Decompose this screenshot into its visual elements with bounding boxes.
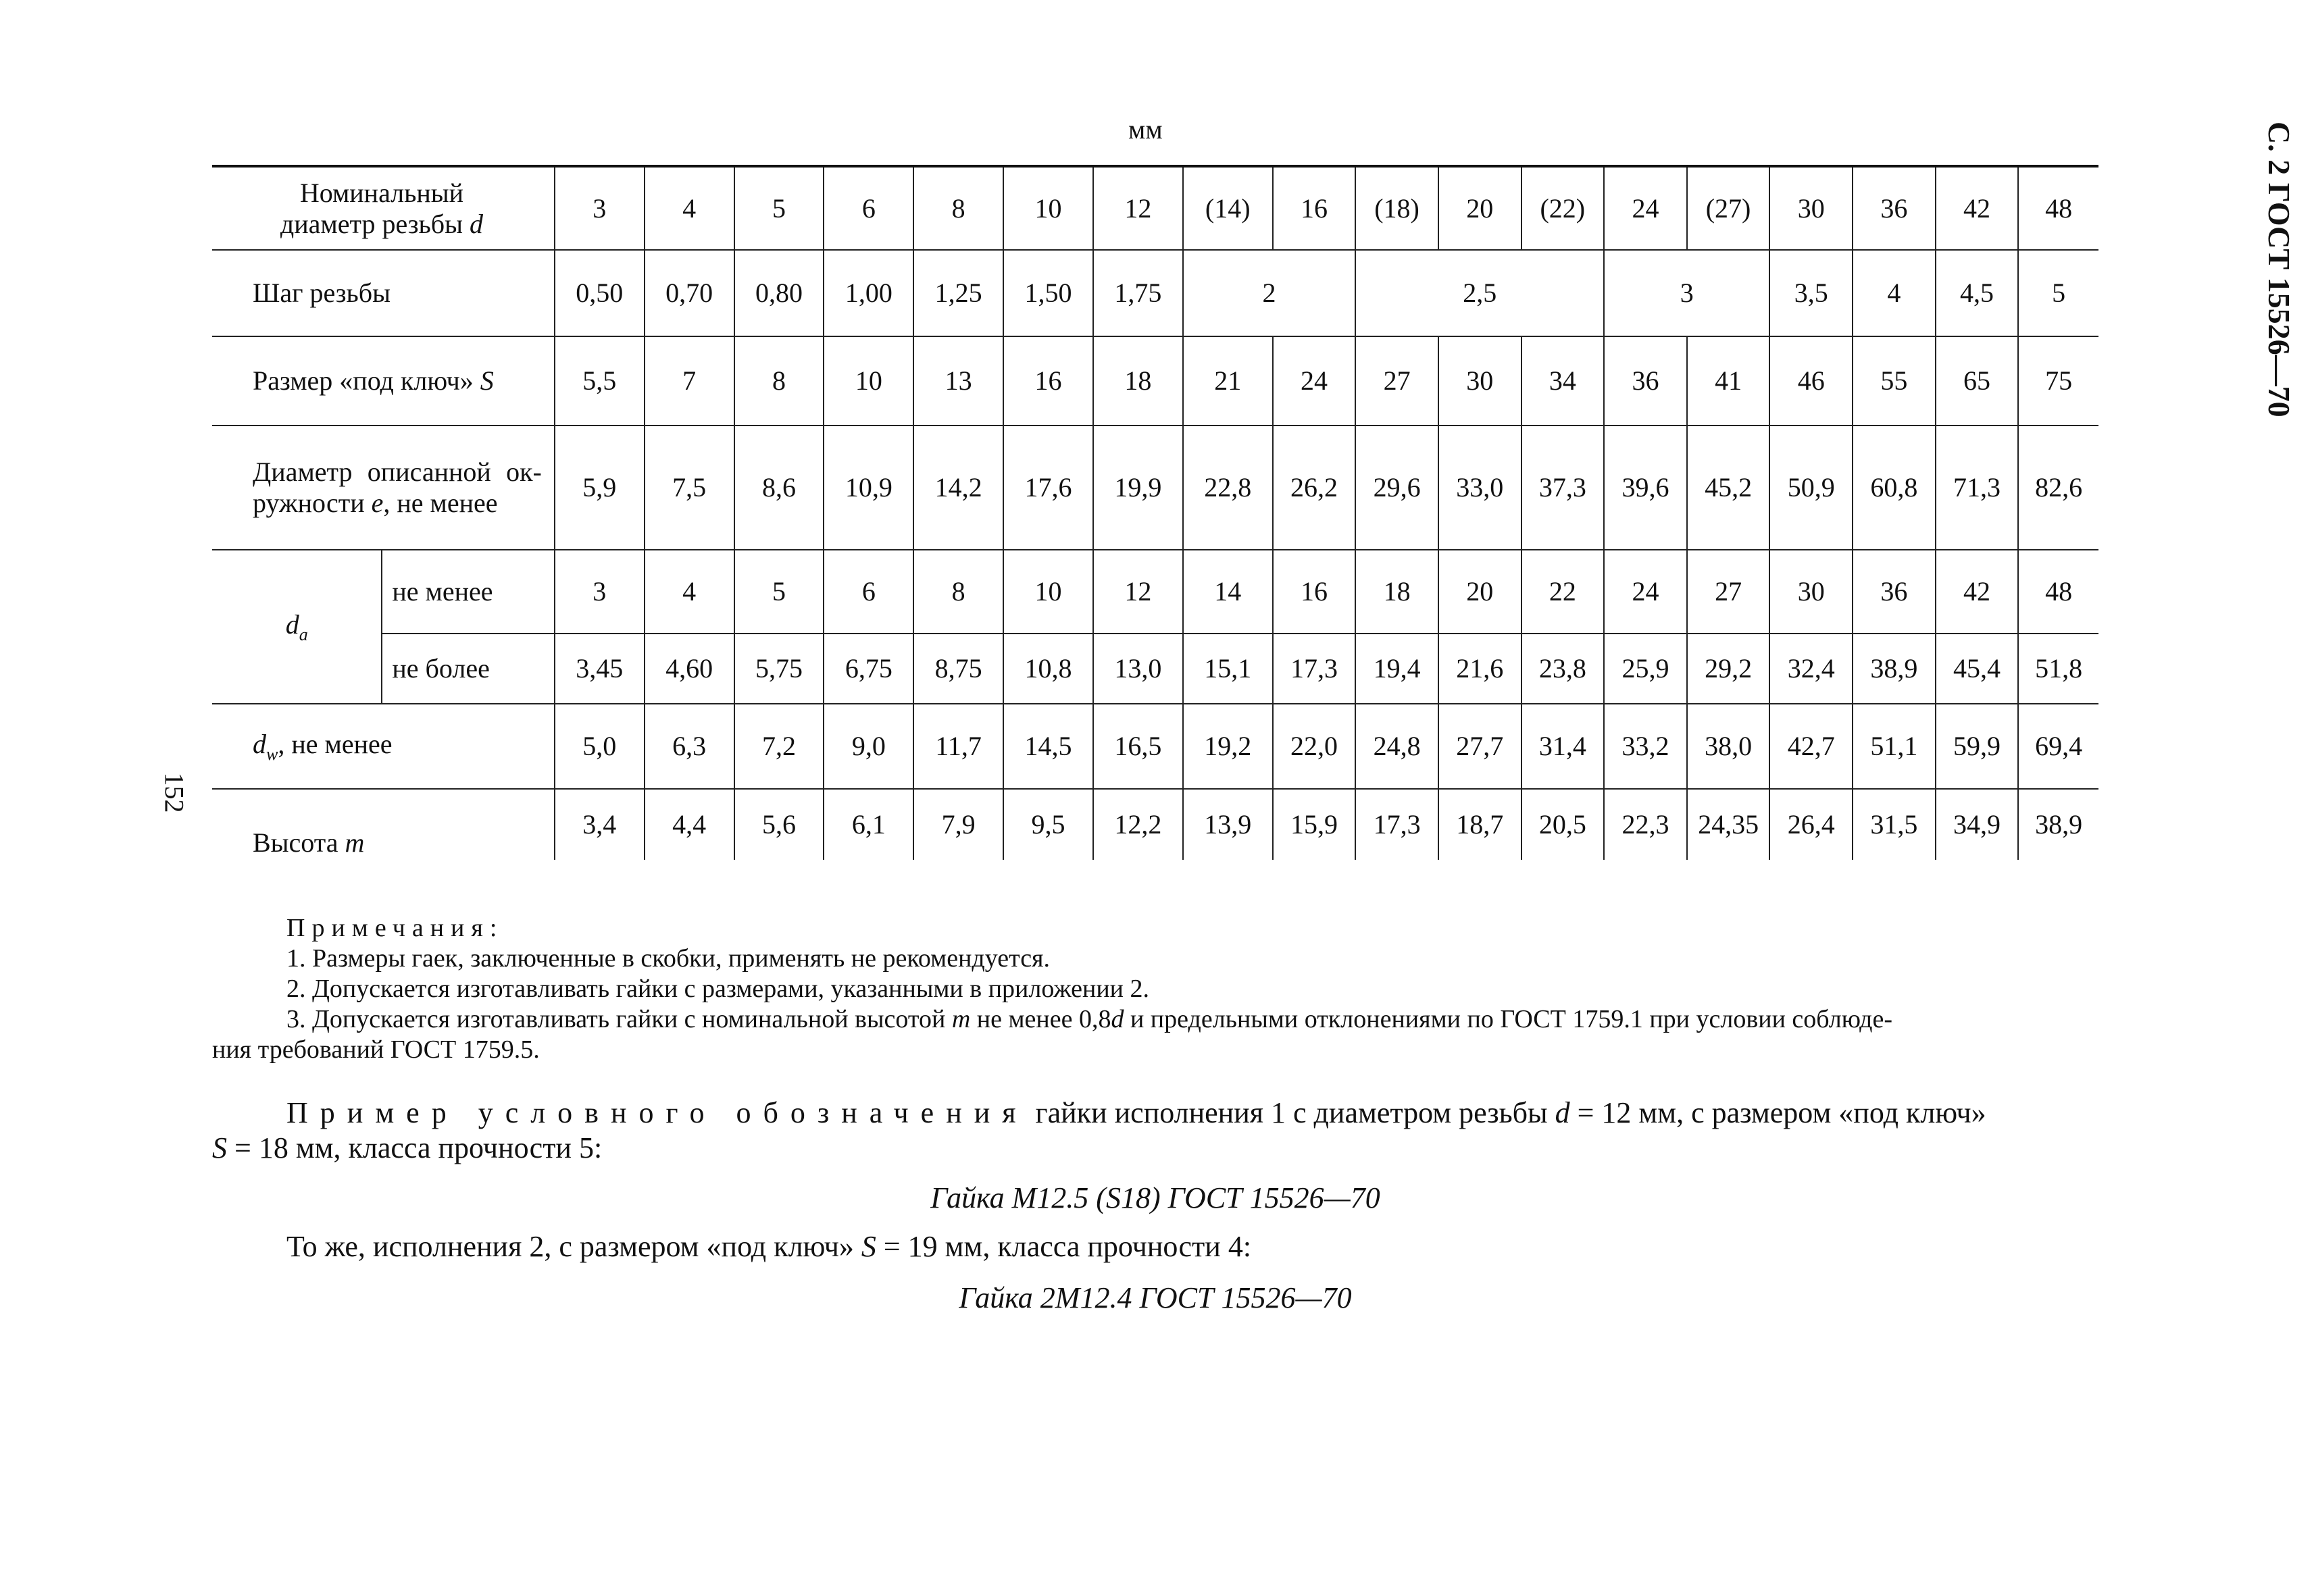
diameter-cell: 5 (734, 166, 824, 250)
da-min-cell: 8 (913, 550, 1003, 634)
diameter-cell: (27) (1687, 166, 1770, 250)
da-min-cell: 14 (1183, 550, 1273, 634)
height-cell: 13,9 (1183, 789, 1273, 860)
da-max-cell: 4,60 (645, 634, 734, 704)
wrench-cell: 16 (1003, 336, 1093, 426)
dw-cell: 51,1 (1853, 704, 1936, 789)
dw-cell: 7,2 (734, 704, 824, 789)
da-max-cell: 5,75 (734, 634, 824, 704)
circumscribed-cell: 45,2 (1687, 426, 1770, 550)
height-cell: 9,5 (1003, 789, 1093, 860)
da-min-cell: 12 (1093, 550, 1183, 634)
da-max-cell: 23,8 (1521, 634, 1605, 704)
wrench-cell: 24 (1273, 336, 1356, 426)
height-cell: 6,1 (824, 789, 913, 860)
units-label: мм (1128, 114, 1163, 145)
dw-cell: 5,0 (555, 704, 645, 789)
circumscribed-cell: 5,9 (555, 426, 645, 550)
da-max-cell: 3,45 (555, 634, 645, 704)
height-cell: 17,3 (1355, 789, 1438, 860)
dw-cell: 33,2 (1604, 704, 1687, 789)
pitch-cell: 3,5 (1769, 250, 1853, 336)
wrench-cell: 7 (645, 336, 734, 426)
table-row-circumscribed-diameter (212, 426, 2098, 550)
height-cell: 38,9 (2018, 789, 2098, 860)
circumscribed-cell: 50,9 (1769, 426, 1853, 550)
height-cell: 4,4 (645, 789, 734, 860)
height-cell: 18,7 (1438, 789, 1521, 860)
table-row-da-max (212, 634, 2098, 704)
da-max-cell: 13,0 (1093, 634, 1183, 704)
da-max-cell: 29,2 (1687, 634, 1770, 704)
da-max-cell: 25,9 (1604, 634, 1687, 704)
pitch-cell: 2 (1183, 250, 1355, 336)
table-row-pitch (212, 250, 2098, 336)
da-max-cell: 8,75 (913, 634, 1003, 704)
dw-cell: 14,5 (1003, 704, 1093, 789)
pitch-cell: 1,75 (1093, 250, 1183, 336)
wrench-cell: 18 (1093, 336, 1183, 426)
table-row-height (212, 789, 2098, 860)
dw-cell: 19,2 (1183, 704, 1273, 789)
row-label-pitch: Шаг резьбы (212, 250, 555, 336)
da-min-cell: 10 (1003, 550, 1093, 634)
note-3: 3. Допускается изготавливать гайки с номинальной высотой m не менее 0,8d и предельными отклонениями по ГОСТ 1759.1 при условии соблюде- (286, 1005, 1892, 1033)
dw-cell: 59,9 (1936, 704, 2019, 789)
da-max-cell: 45,4 (1936, 634, 2019, 704)
circumscribed-cell: 29,6 (1355, 426, 1438, 550)
note-1: 1. Размеры гаек, заключенные в скобки, применять не рекомендуется. (286, 944, 1051, 973)
circumscribed-cell: 7,5 (645, 426, 734, 550)
pitch-cell: 1,25 (913, 250, 1003, 336)
row-label-height: Высота m (253, 827, 365, 858)
diameter-cell: (14) (1183, 166, 1273, 250)
notes-section (212, 913, 2098, 1065)
designation-1: Гайка М12.5 (S18) ГОСТ 15526—70 (930, 1181, 1380, 1214)
diameter-cell: 48 (2018, 166, 2098, 250)
da-min-cell: 27 (1687, 550, 1770, 634)
wrench-cell: 10 (824, 336, 913, 426)
table-header-row (212, 166, 2098, 250)
pitch-cell: 4,5 (1936, 250, 2019, 336)
row-label-da: $d_a$ (212, 550, 382, 704)
da-min-cell: 3 (555, 550, 645, 634)
circumscribed-cell: 37,3 (1521, 426, 1605, 550)
circumscribed-cell: 8,6 (734, 426, 824, 550)
da-min-cell: 22 (1521, 550, 1605, 634)
height-cell: 24,35 (1687, 789, 1770, 860)
da-min-cell: 24 (1604, 550, 1687, 634)
circumscribed-cell: 33,0 (1438, 426, 1521, 550)
table-row-wrench-size (212, 336, 2098, 426)
pitch-cell: 2,5 (1355, 250, 1604, 336)
wrench-cell: 8 (734, 336, 824, 426)
diameter-cell: 30 (1769, 166, 1853, 250)
da-max-cell: 17,3 (1273, 634, 1356, 704)
circumscribed-cell: 60,8 (1853, 426, 1936, 550)
table-row-da-min (212, 550, 2098, 634)
diameter-cell: 8 (913, 166, 1003, 250)
diameter-cell: 24 (1604, 166, 1687, 250)
circumscribed-cell: 39,6 (1604, 426, 1687, 550)
height-cell: 5,6 (734, 789, 824, 860)
designation-example (212, 1096, 2098, 1166)
notes-title: Примечания: (286, 914, 504, 942)
row-label-circumscribed-diameter: Диаметр описанной ок- ружности e, не менее (212, 426, 555, 550)
pitch-cell: 1,50 (1003, 250, 1093, 336)
da-min-cell: 5 (734, 550, 824, 634)
diameter-cell: (18) (1355, 166, 1438, 250)
da-min-cell: 30 (1769, 550, 1853, 634)
wrench-cell: 65 (1936, 336, 2019, 426)
height-cell: 31,5 (1853, 789, 1936, 860)
da-max-cell: 15,1 (1183, 634, 1273, 704)
da-min-cell: 42 (1936, 550, 2019, 634)
pitch-cell: 0,70 (645, 250, 734, 336)
da-max-cell: 32,4 (1769, 634, 1853, 704)
dw-cell: 24,8 (1355, 704, 1438, 789)
example-line-2: S = 18 мм, класса прочности 5: (212, 1131, 603, 1164)
dw-cell: 6,3 (645, 704, 734, 789)
diameter-cell: 10 (1003, 166, 1093, 250)
wrench-cell: 30 (1438, 336, 1521, 426)
row-label-wrench-size: Размер «под ключ» S (212, 336, 555, 426)
dw-cell: 11,7 (913, 704, 1003, 789)
circumscribed-cell: 26,2 (1273, 426, 1356, 550)
diameter-cell: 16 (1273, 166, 1356, 250)
circumscribed-cell: 82,6 (2018, 426, 2098, 550)
diameter-cell: 36 (1853, 166, 1936, 250)
example-line-1: Пример условного обозначения гайки исполнения 1 с диаметром резьбы d = 12 мм, с размером «под ключ» (286, 1096, 1986, 1129)
da-min-cell: 16 (1273, 550, 1356, 634)
diameter-cell: 3 (555, 166, 645, 250)
diameter-cell: 4 (645, 166, 734, 250)
dw-cell: 42,7 (1769, 704, 1853, 789)
note-3-continued: ния требований ГОСТ 1759.5. (212, 1035, 540, 1064)
dw-cell: 31,4 (1521, 704, 1605, 789)
da-min-cell: 48 (2018, 550, 2098, 634)
da-max-cell: 6,75 (824, 634, 913, 704)
circumscribed-cell: 19,9 (1093, 426, 1183, 550)
note-2: 2. Допускается изготавливать гайки с размерами, указанными в приложении 2. (286, 975, 1150, 1003)
dw-cell: 38,0 (1687, 704, 1770, 789)
dw-cell: 69,4 (2018, 704, 2098, 789)
circumscribed-cell: 14,2 (913, 426, 1003, 550)
wrench-cell: 55 (1853, 336, 1936, 426)
da-min-cell: 20 (1438, 550, 1521, 634)
page-header-standard: С. 2 ГОСТ 15526—70 (2262, 122, 2296, 417)
da-max-cell: 21,6 (1438, 634, 1521, 704)
wrench-cell: 27 (1355, 336, 1438, 426)
diameter-cell: (22) (1521, 166, 1605, 250)
dw-cell: 16,5 (1093, 704, 1183, 789)
diameter-cell: 12 (1093, 166, 1183, 250)
height-cell: 22,3 (1604, 789, 1687, 860)
height-cell: 26,4 (1769, 789, 1853, 860)
da-min-cell: 4 (645, 550, 734, 634)
table-row-dw (212, 704, 2098, 789)
wrench-cell: 41 (1687, 336, 1770, 426)
dw-cell: 9,0 (824, 704, 913, 789)
wrench-cell: 5,5 (555, 336, 645, 426)
designation-2: Гайка 2М12.4 ГОСТ 15526—70 (959, 1281, 1352, 1314)
wrench-cell: 21 (1183, 336, 1273, 426)
example-same-line: То же, исполнения 2, с размером «под ключ» S = 19 мм, класса прочности 4: (286, 1230, 1252, 1263)
wrench-cell: 75 (2018, 336, 2098, 426)
pitch-cell: 3 (1604, 250, 1769, 336)
height-cell: 34,9 (1936, 789, 2019, 860)
wrench-cell: 46 (1769, 336, 1853, 426)
page-number: 152 (159, 772, 190, 813)
diameter-cell: 20 (1438, 166, 1521, 250)
pitch-cell: 0,50 (555, 250, 645, 336)
height-cell: 7,9 (913, 789, 1003, 860)
da-min-cell: 36 (1853, 550, 1936, 634)
height-cell: 20,5 (1521, 789, 1605, 860)
circumscribed-cell: 10,9 (824, 426, 913, 550)
da-max-cell: 10,8 (1003, 634, 1093, 704)
circumscribed-cell: 71,3 (1936, 426, 2019, 550)
dw-cell: 22,0 (1273, 704, 1356, 789)
da-min-cell: 18 (1355, 550, 1438, 634)
row-sublabel-max: не более (382, 634, 554, 704)
header-label: Номинальный диаметр резьбы d (212, 166, 555, 250)
circumscribed-cell: 17,6 (1003, 426, 1093, 550)
pitch-cell: 5 (2018, 250, 2098, 336)
circumscribed-cell: 22,8 (1183, 426, 1273, 550)
pitch-cell: 0,80 (734, 250, 824, 336)
height-cell: 15,9 (1273, 789, 1356, 860)
wrench-cell: 13 (913, 336, 1003, 426)
wrench-cell: 36 (1604, 336, 1687, 426)
da-min-cell: 6 (824, 550, 913, 634)
diameter-cell: 42 (1936, 166, 2019, 250)
pitch-cell: 1,00 (824, 250, 913, 336)
da-max-cell: 38,9 (1853, 634, 1936, 704)
row-label-dw: $d_w$, не менее (212, 704, 555, 789)
da-max-cell: 51,8 (2018, 634, 2098, 704)
height-cell: 12,2 (1093, 789, 1183, 860)
height-cell: 3,4 (555, 789, 645, 860)
da-max-cell: 19,4 (1355, 634, 1438, 704)
dw-cell: 27,7 (1438, 704, 1521, 789)
row-sublabel-min: не менее (382, 550, 554, 634)
nut-dimensions-table (212, 165, 2098, 860)
wrench-cell: 34 (1521, 336, 1605, 426)
diameter-cell: 6 (824, 166, 913, 250)
pitch-cell: 4 (1853, 250, 1936, 336)
